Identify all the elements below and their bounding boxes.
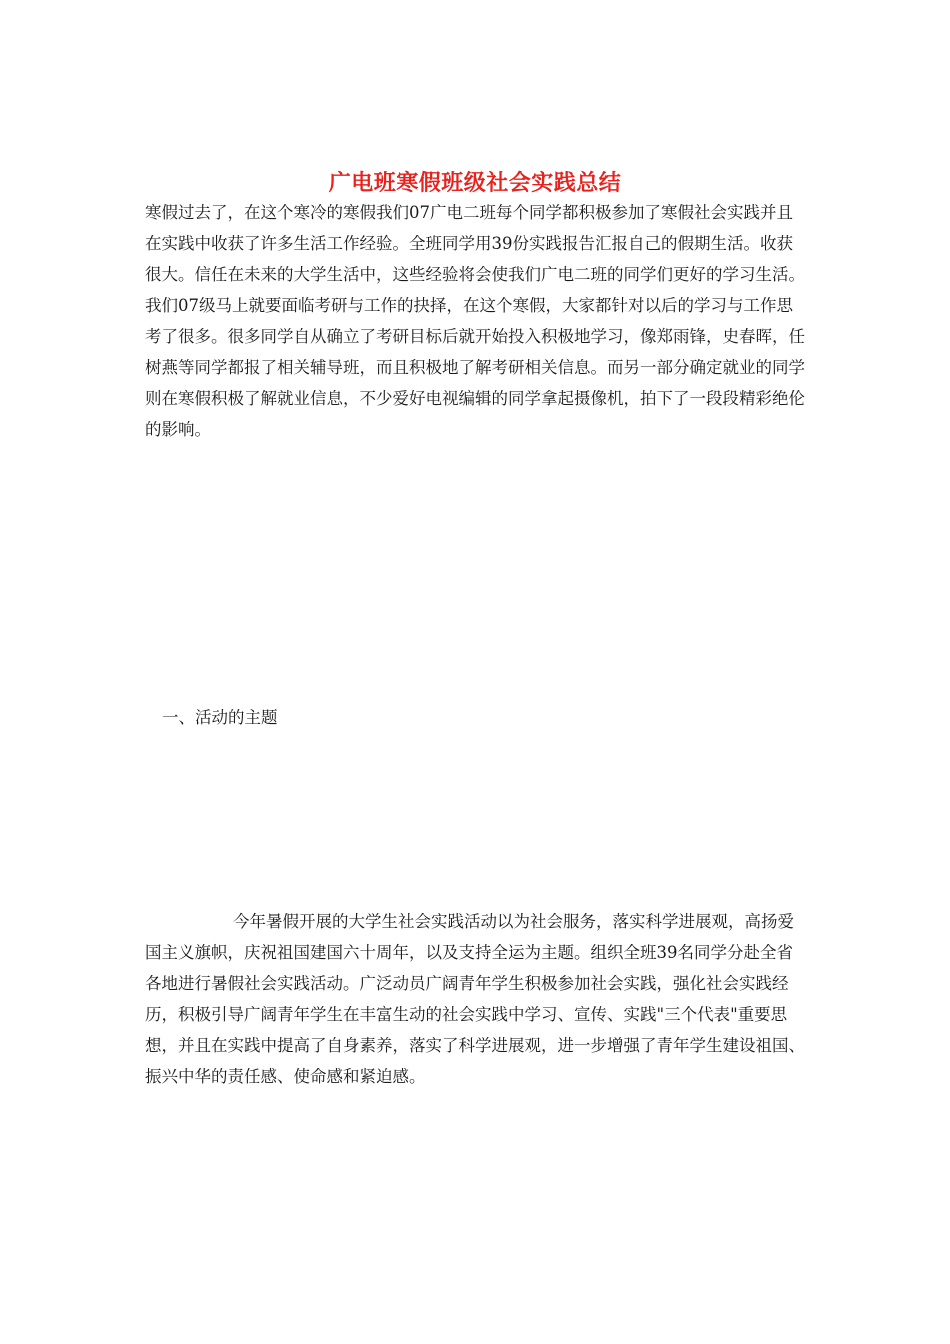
section-paragraph: 今年暑假开展的大学生社会实践活动以为社会服务，落实科学进展观，高扬爱国主义旗帜，庆祝祖国建国六十周年，以及支持全运为主题。组织全班39名同学分赴全省各地进行暑假社会实践活动。广泛动员广阔青年学生积极参加社会实践，强化社会实践经历，积极引导广阔青年学生在丰富生动的社会实践中学习、宣传、实践"三个代表"重要思想，并且在实践中提高了自身素养，落实了科学进展观，进一步增强了青年学生建设祖国、振兴中华的责任感、使命感和紧迫感。 — [145, 912, 805, 1086]
document-title: 广电班寒假班级社会实践总结 — [328, 169, 622, 196]
section-heading: 一、活动的主题 — [162, 708, 278, 727]
intro-paragraph: 寒假过去了，在这个寒冷的寒假我们07广电二班每个同学都积极参加了寒假社会实践并且在实践中收获了许多生活工作经验。全班同学用39份实践报告汇报自己的假期生活。收获很大。信任在未来的大学生活中，这些经验将会使我们广电二班的同学们更好的学习生活。我们07级马上就要面临考研与工作的抉择，在这个寒假，大家都针对以后的学习与工作思考了很多。很多同学自从确立了考研目标后就开始投入积极地学习，像郑雨锋，史春晖，任树燕等同学都报了相关辅导班，而且积极地了解考研相关信息。而另一部分确定就业的同学则在寒假积极了解就业信息，不少爱好电视编辑的同学拿起摄像机，拍下了一段段精彩绝伦的影响。 — [145, 203, 805, 439]
